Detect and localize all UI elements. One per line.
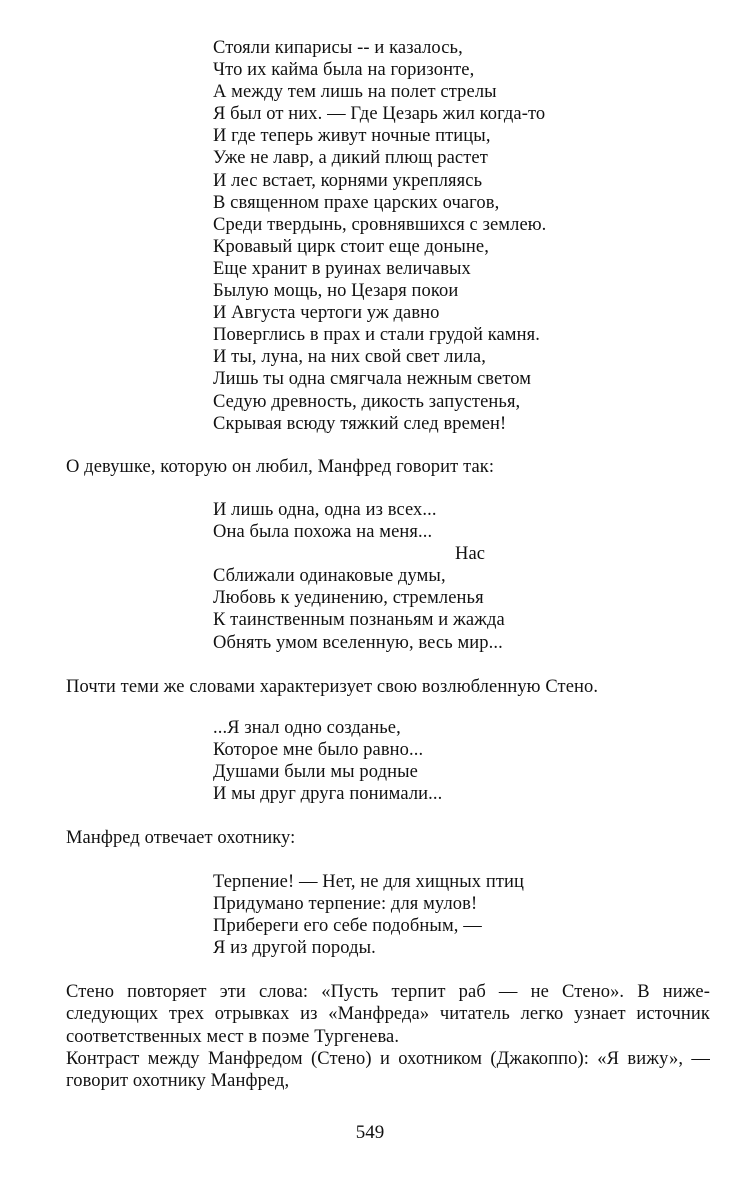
verse-line: Прибереги его себе подобным, — <box>213 916 482 937</box>
verse-line: Она была похожа на меня... <box>213 522 433 543</box>
verse-line: Кровавый цирк стоит еще доныне, <box>213 236 489 257</box>
verse-block-patience <box>213 871 524 959</box>
verse-line: Которое мне было равно... <box>213 740 424 761</box>
verse-line: Скрывая всюду тяжкий след времен! <box>213 413 507 434</box>
verse-line: И лишь одна, одна из всех... <box>213 500 437 520</box>
verse-line: В священном прахе царских очагов, <box>213 192 500 213</box>
verse-line: Душами были мы родные <box>213 762 418 783</box>
verse-line: Еще хранит в руинах величавых <box>213 258 471 279</box>
verse-line: И ты, луна, на них свой свет лила, <box>213 347 486 368</box>
verse-line: И где теперь живут ночные птицы, <box>213 126 491 147</box>
prose-paragraph-hunter <box>66 827 710 849</box>
verse-line: Обнять умом вселенную, весь мир... <box>213 632 503 653</box>
verse-line: ...Я знал одно созданье, <box>213 718 401 738</box>
verse-line: И лес встает, корнями укрепляясь <box>213 170 483 191</box>
verse-line: Нас <box>455 544 486 565</box>
verse-line: Лишь ты одна смягчала нежным светом <box>213 369 532 390</box>
verse-line: И Августа чертоги уж давно <box>213 303 440 324</box>
paragraph-text: Манфред отвечает охотнику: <box>66 828 296 848</box>
verse-line: Уже не лавр, а дикий плющ растет <box>213 148 488 169</box>
verse-line: К таинственным познаньям и жажда <box>213 610 505 631</box>
verse-line: Былую мощь, но Цезаря покои <box>213 281 459 302</box>
verse-block-only-one <box>213 499 505 654</box>
verse-line: И мы друг друга понимали... <box>213 784 443 805</box>
paragraph-text: Почти теми же словами характеризует свою возлюбленную Стено. <box>66 677 599 697</box>
verse-block-cypresses <box>213 37 546 435</box>
verse-line: Стояли кипарисы -- и казалось, <box>213 38 463 58</box>
verse-line: Среди твердынь, сровнявшихся с землею. <box>213 214 547 235</box>
verse-line: Поверглись в прах и стали грудой камня. <box>213 325 540 346</box>
verse-line: Я из другой породы. <box>213 938 376 959</box>
verse-line: Сближали одинаковые думы, <box>213 566 446 587</box>
verse-line: Седую древность, дикость запустенья, <box>213 391 521 412</box>
prose-paragraph-steno-repeats <box>66 981 710 1092</box>
verse-line: Терпение! — Нет, не для хищных птиц <box>213 872 525 892</box>
prose-paragraph-maiden <box>66 456 710 478</box>
verse-line: А между тем лишь на полет стрелы <box>213 82 497 103</box>
verse-line: Я был от них. — Где Цезарь жил когда-то <box>213 104 546 125</box>
paragraph-text: О девушке, которую он любил, Манфред говорит так: <box>66 457 495 477</box>
paragraph-text: Контраст между Манфредом (Стено) и охотником (Джакоппо): «Я вижу», — говорит охотнику Манфред, <box>66 1048 710 1092</box>
verse-block-knew-one <box>213 717 442 805</box>
verse-line: Что их кайма была на горизонте, <box>213 60 475 81</box>
verse-line: Придумано терпение: для мулов! <box>213 894 478 915</box>
verse-line: Любовь к уединению, стремленья <box>213 588 484 609</box>
paragraph-text: Стено повторяет эти слова: «Пусть терпит раб — не Стено». В ниже-следующих трех отрывках из «Манфреда» читатель легко узнает источник соответственных мест в поэме Тургенева. <box>66 982 710 1047</box>
prose-paragraph-steno-beloved <box>66 676 710 698</box>
page-number: 549 <box>355 1122 385 1143</box>
